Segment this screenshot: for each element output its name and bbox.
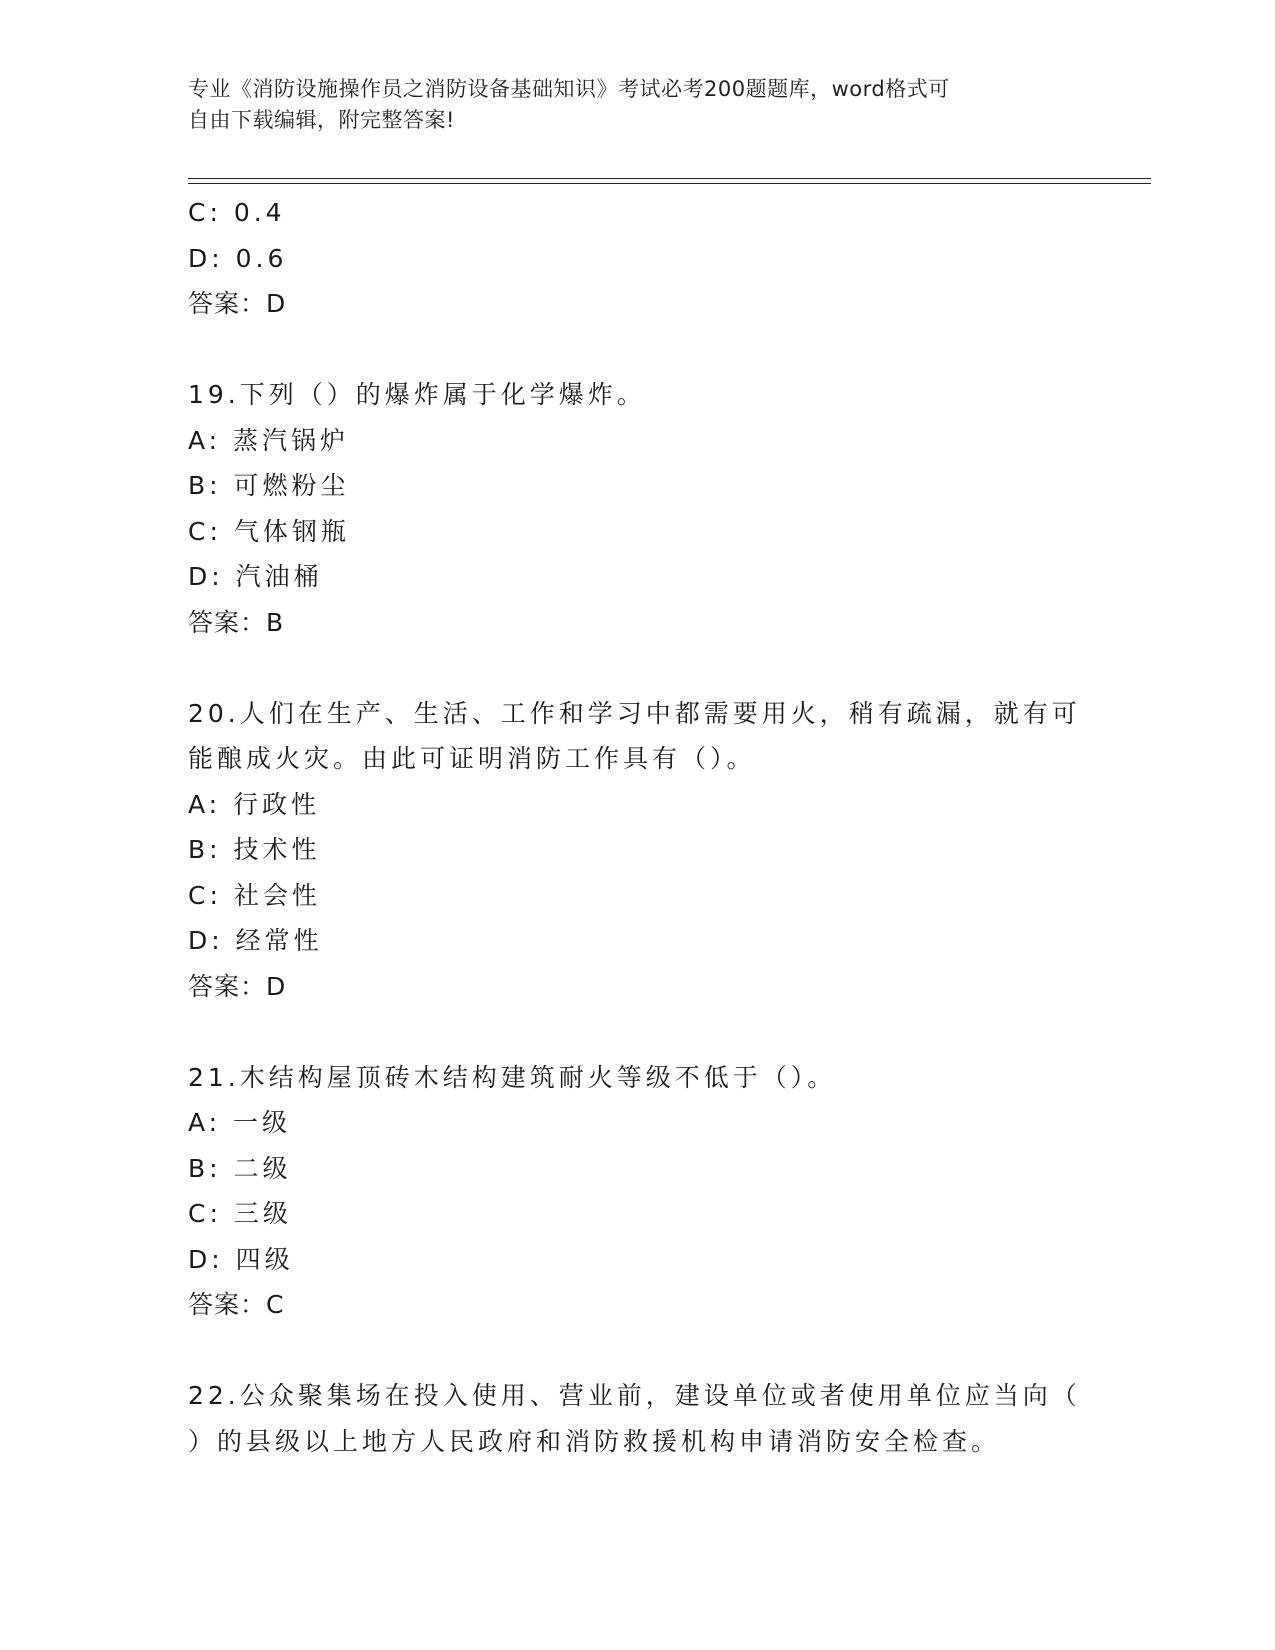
question-21 <box>188 1055 1088 1328</box>
spacer <box>188 645 1088 691</box>
option-b: B: 可燃粉尘 <box>188 471 350 500</box>
header-title-line-1: 专业《消防设施操作员之消防设备基础知识》考试必考200题题库，word格式可 <box>188 77 950 101</box>
option-d: D: 四级 <box>188 1244 294 1274</box>
header-title-line-2: 自由下载编辑，附完整答案! <box>188 108 455 132</box>
document-header <box>188 74 1068 136</box>
spacer <box>188 1328 1088 1374</box>
header-divider-top <box>188 178 1151 179</box>
answer-line: 答案：C <box>188 1290 285 1319</box>
answer-line: 答案：B <box>188 607 285 637</box>
question-stem-continued: ）的县级以上地方人民政府和消防救援机构申请消防安全检查。 <box>188 1426 1001 1456</box>
question-19 <box>188 372 1088 645</box>
question-stem: 20.人们在生产、生活、工作和学习中都需要用火，稍有疏漏，就有可 <box>188 698 1081 728</box>
option-a: A: 一级 <box>188 1108 292 1137</box>
question-18-tail <box>188 190 1088 327</box>
question-stem-continued: 能酿成火灾。由此可证明消防工作具有（）。 <box>188 744 756 773</box>
question-stem: 21.木结构屋顶砖木结构建筑耐火等级不低于（）。 <box>188 1062 837 1092</box>
question-22 <box>188 1373 1088 1464</box>
question-stem: 22.公众聚集场在投入使用、营业前，建设单位或者使用单位应当向（ <box>188 1381 1081 1410</box>
option-c: C: 社会性 <box>188 880 321 910</box>
answer-line: 答案：D <box>188 971 287 1001</box>
option-b: B: 技术性 <box>188 835 321 864</box>
option-d: D: 经常性 <box>188 926 323 955</box>
spacer <box>188 1009 1088 1055</box>
option-c: C: 0.4 <box>188 198 286 227</box>
option-a: A: 蒸汽锅炉 <box>188 425 350 455</box>
option-d: D: 0.6 <box>188 243 288 273</box>
question-content <box>188 190 1088 1464</box>
spacer <box>188 327 1088 373</box>
answer-line: 答案：D <box>188 289 287 318</box>
option-c: C: 三级 <box>188 1199 292 1228</box>
question-stem: 19.下列（）的爆炸属于化学爆炸。 <box>188 380 646 409</box>
option-d: D: 汽油桶 <box>188 562 323 591</box>
header-divider-bottom <box>188 183 1151 184</box>
option-b: B: 二级 <box>188 1153 292 1183</box>
question-20 <box>188 691 1088 1010</box>
option-a: A: 行政性 <box>188 789 321 819</box>
option-c: C: 气体钢瓶 <box>188 516 350 546</box>
